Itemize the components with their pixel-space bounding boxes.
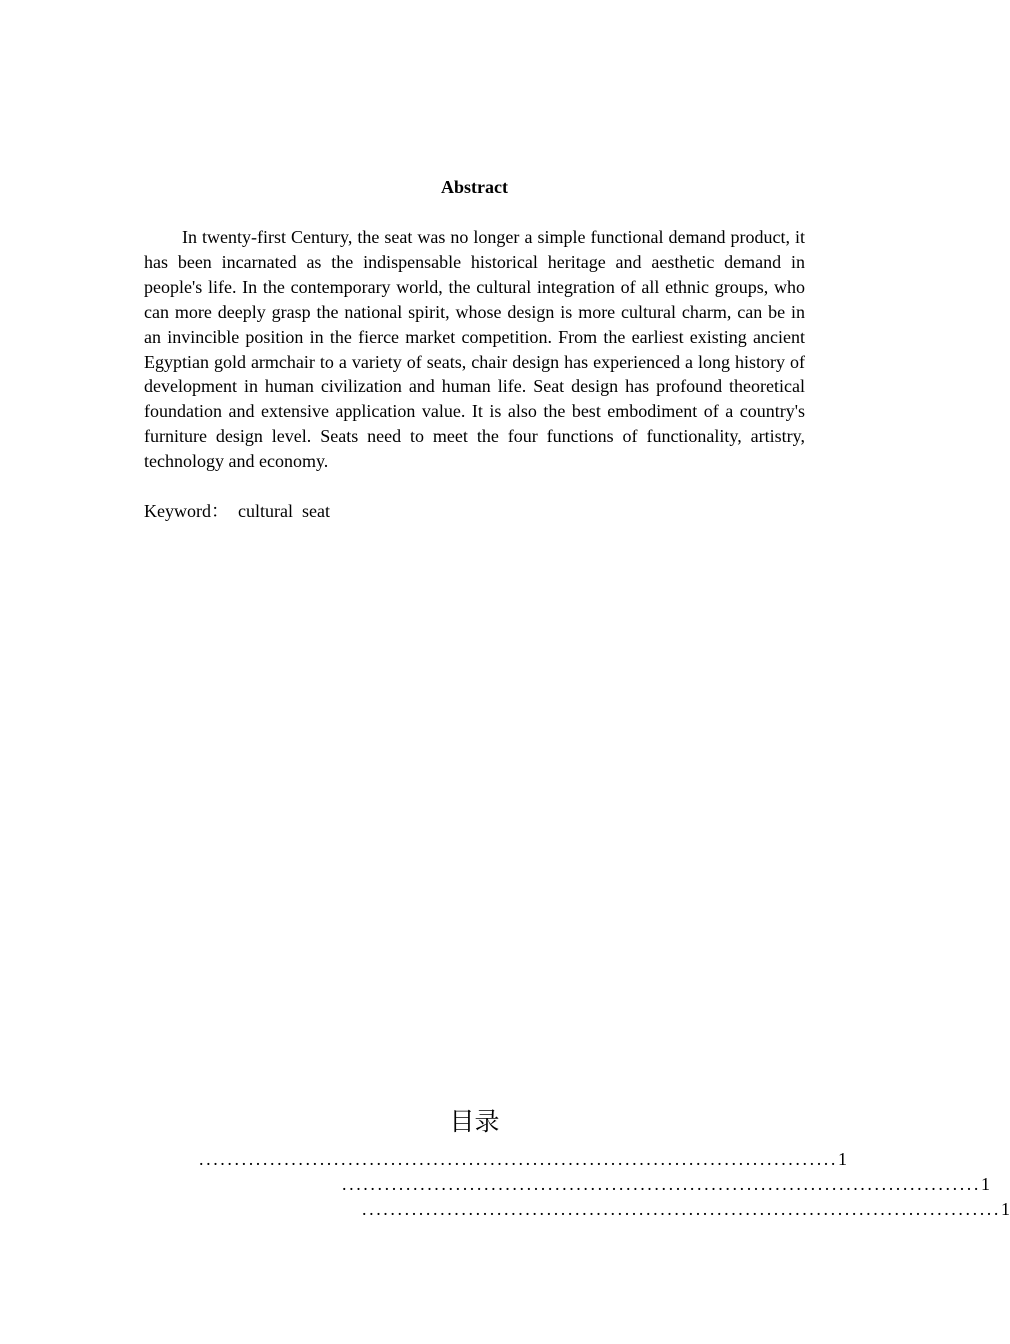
keyword-label: Keyword： — [144, 501, 229, 521]
abstract-body: In twenty-first Century, the seat was no longer a simple functional demand product, it has been incarnated as the indispensable historical heritage and aesthetic demand in people's life. In the contemporary world, the cultural integration of all ethnic groups, who can more deeply grasp the national spirit, whose design is more cultural charm, can be in an invincible position in the fierce market competition. From the earliest existing ancient Egyptian gold armchair to a variety of seats, chair design has experienced a long history of development in human civilization and human life. Seat design has profound theoretical foundation and extensive application value. It is also the best embodiment of a country's furniture design level. Seats need to meet the four functions of functionality, artistry, technology and economy. — [144, 227, 805, 472]
toc-leader-dots: .......................................................................................... — [199, 1149, 838, 1169]
toc-page-number: 1 — [1001, 1199, 1010, 1219]
toc-entry[interactable] — [199, 1148, 847, 1170]
toc-title: 目录 — [449, 1107, 500, 1136]
toc-page-number: 1 — [981, 1174, 990, 1194]
toc-leader-dots: .......................................................................................... — [362, 1199, 1001, 1219]
toc-page-number: 1 — [838, 1149, 847, 1169]
toc-entry[interactable] — [362, 1198, 1010, 1220]
keyword-values: cultural seat — [237, 501, 330, 521]
keyword-line — [144, 500, 330, 522]
abstract-title: Abstract — [441, 177, 508, 197]
toc-leader-dots: .......................................................................................... — [342, 1174, 981, 1194]
toc-entry[interactable] — [342, 1173, 990, 1195]
